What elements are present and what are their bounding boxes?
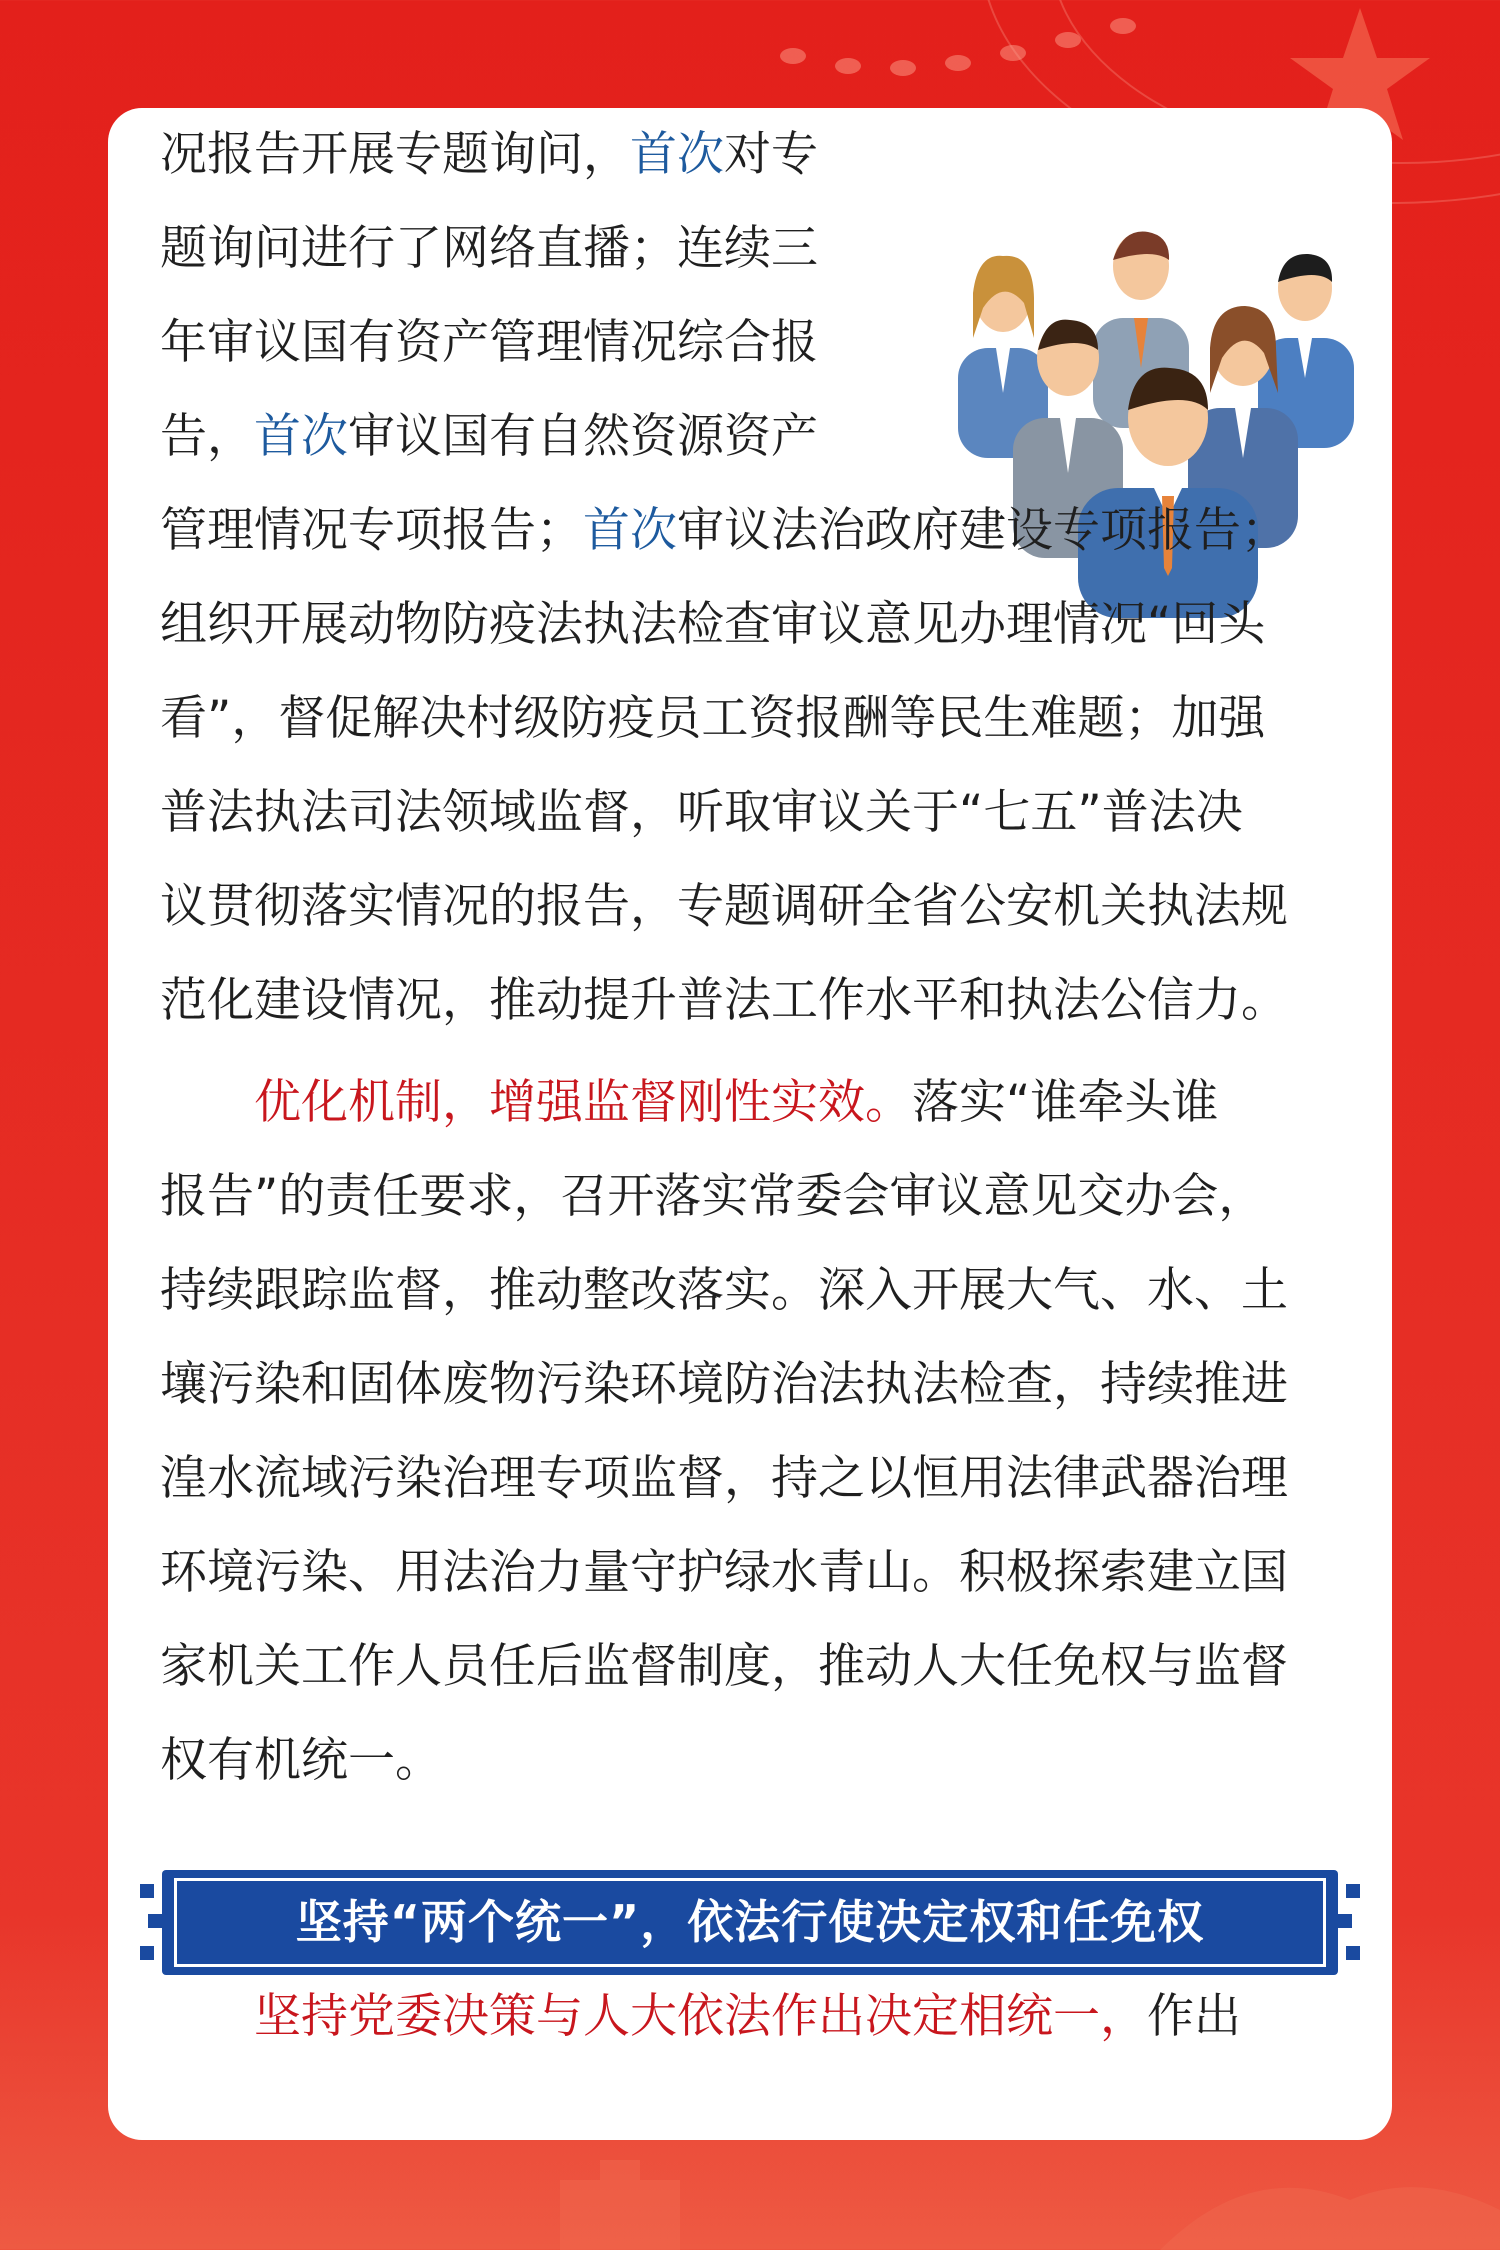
- text-line: 家机关工作人员任后监督制度，推动人大任免权与监督: [160, 1639, 1288, 1694]
- highlight-first-time: 首次: [254, 409, 348, 464]
- text-line: 优化机制，增强监督刚性实效。落实“谁牵头谁: [254, 1075, 1219, 1130]
- section-banner: [140, 1870, 1360, 1975]
- text-line: 管理情况专项报告；首次审议法治政府建设专项报告；: [160, 503, 1288, 558]
- text-line: 坚持党委决策与人大依法作出决定相统一，作出: [254, 1989, 1241, 2044]
- paragraph-lead-heading: 坚持党委决策与人大依法作出决定相统一，: [254, 1989, 1147, 2044]
- text-line: 议贯彻落实情况的报告，专题调研全省公安机关执法规: [160, 879, 1288, 934]
- paragraph-lead-heading: 优化机制，增强监督刚性实效。: [254, 1075, 912, 1130]
- text-line: 报告”的责任要求，召开落实常委会审议意见交办会，: [160, 1169, 1266, 1224]
- paragraph-2: [160, 1056, 1350, 1808]
- text-line: 壤污染和固体废物污染环境防治法执法检查，持续推进: [160, 1357, 1288, 1412]
- text-line: 看”，督促解决村级防疫员工资报酬等民生难题；加强: [160, 691, 1266, 746]
- bottom-decoration: [0, 2140, 1500, 2250]
- text-line: 告，首次审议国有自然资源资产: [160, 409, 818, 464]
- text-line: 环境污染、用法治力量守护绿水青山。积极探索建立国: [160, 1545, 1288, 1600]
- highlight-first-time: 首次: [630, 127, 724, 182]
- highlight-first-time: 首次: [583, 503, 677, 558]
- content-card: [108, 108, 1392, 2140]
- text-line: 题询问进行了网络直播；连续三: [160, 221, 818, 276]
- text-line: 持续跟踪监督，推动整改落实。深入开展大气、水、土: [160, 1263, 1288, 1318]
- text-line: 湟水流域污染治理专项监督，持之以恒用法律武器治理: [160, 1451, 1288, 1506]
- text-line: 组织开展动物防疫法执法检查审议意见办理情况“回头: [160, 597, 1266, 652]
- text-line: 范化建设情况，推动提升普法工作水平和执法公信力。: [160, 973, 1288, 1028]
- text-line: 况报告开展专题询问，首次对专: [160, 127, 818, 182]
- text-line: 年审议国有资产管理情况综合报: [160, 315, 818, 370]
- paragraph-3: [160, 1970, 1350, 2064]
- text-line: 普法执法司法领域监督，听取审议关于“七五”普法决: [160, 785, 1243, 840]
- paragraph-1: [160, 108, 1350, 1048]
- section-title: 坚持“两个统一”，依法行使决定权和任免权: [295, 1895, 1205, 1949]
- text-line: 权有机统一。: [160, 1733, 442, 1788]
